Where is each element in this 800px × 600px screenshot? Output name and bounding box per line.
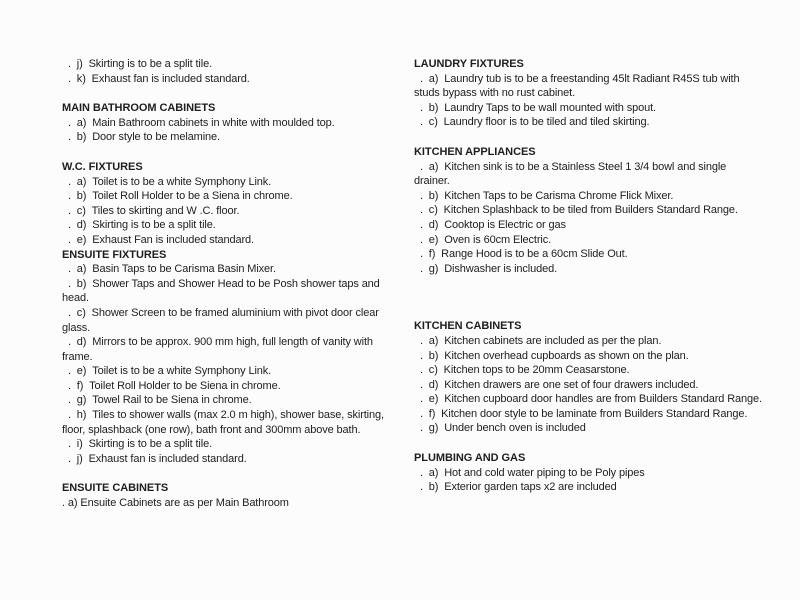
item-text: Laundry floor is to be tiled and tiled skirting. bbox=[443, 116, 650, 129]
spec-item bbox=[414, 466, 764, 481]
spec-section bbox=[62, 57, 396, 86]
item-marker: . b) bbox=[420, 481, 445, 494]
item-marker: . c) bbox=[420, 204, 444, 217]
section-heading: PLUMBING AND GAS bbox=[414, 452, 526, 465]
spec-item bbox=[414, 247, 764, 262]
item-marker: . f) bbox=[68, 379, 90, 392]
item-marker: . c) bbox=[68, 204, 92, 217]
item-text: Range Hood is to be a 60cm Slide Out. bbox=[441, 248, 628, 261]
spec-section bbox=[414, 57, 764, 130]
item-text: Kitchen cabinets are included as per the plan. bbox=[444, 334, 662, 347]
spec-item bbox=[414, 349, 764, 364]
spec-item bbox=[414, 392, 764, 407]
item-marker: . a) bbox=[420, 72, 445, 85]
item-text: Main Bathroom cabinets in white with moulded top. bbox=[92, 116, 335, 129]
spec-section bbox=[62, 248, 396, 467]
left-column bbox=[62, 57, 396, 511]
item-marker: . a) bbox=[62, 497, 81, 510]
item-text: Toilet Roll Holder to be a Siena in chrome. bbox=[92, 190, 293, 203]
spec-section bbox=[414, 319, 764, 436]
item-marker: . c) bbox=[420, 364, 444, 377]
spec-item bbox=[414, 189, 764, 204]
spec-item bbox=[414, 218, 764, 233]
spec-section bbox=[414, 145, 764, 276]
spec-item bbox=[62, 408, 396, 437]
item-marker: . b) bbox=[68, 131, 93, 144]
item-marker: . d) bbox=[68, 219, 93, 232]
item-text: Toilet is to be a white Symphony Link. bbox=[92, 175, 272, 188]
spec-item bbox=[414, 480, 764, 495]
spec-item bbox=[414, 233, 764, 248]
spec-item bbox=[62, 393, 396, 408]
item-text: Kitchen Taps to be Carisma Chrome Flick Mixer. bbox=[444, 189, 674, 202]
spec-item bbox=[62, 335, 396, 364]
item-text: Towel Rail to be Siena in chrome. bbox=[92, 394, 252, 407]
item-marker: . e) bbox=[420, 393, 445, 406]
spec-item bbox=[62, 189, 396, 204]
item-marker: . j) bbox=[68, 58, 89, 70]
spec-item bbox=[62, 57, 396, 72]
item-text: Shower Screen to be framed aluminium with pivot door clear glass. bbox=[62, 306, 379, 334]
item-text: Kitchen overhead cupboards as shown on the plan. bbox=[444, 349, 689, 362]
item-text: Kitchen cupboard door handles are from Builders Standard Range. bbox=[444, 393, 762, 406]
spec-item bbox=[62, 116, 396, 131]
item-text: Exhaust Fan is included standard. bbox=[92, 233, 254, 246]
item-text: Mirrors to be approx. 900 mm high, full length of vanity with frame. bbox=[62, 336, 373, 363]
item-marker: . a) bbox=[68, 116, 93, 129]
item-text: Kitchen Splashback to be tiled from Builders Standard Range. bbox=[443, 204, 738, 217]
spec-item bbox=[62, 277, 396, 306]
item-text: Cooktop is Electric or gas bbox=[444, 218, 566, 231]
spec-section bbox=[62, 481, 396, 510]
item-marker: . b) bbox=[68, 190, 93, 203]
spec-item bbox=[62, 452, 396, 467]
spec-item bbox=[62, 306, 396, 335]
spec-item bbox=[62, 204, 396, 219]
item-text: Laundry tub is to be a freestanding 45lt Radiant R45S tub with studs bypass with no rust cabinet. bbox=[414, 72, 740, 100]
item-text: Tiles to skirting and W .C. floor. bbox=[91, 204, 240, 217]
spec-item bbox=[62, 130, 396, 145]
item-marker: . a) bbox=[68, 263, 93, 276]
item-text: Tiles to shower walls (max 2.0 m high), shower base, skirting, floor, splashback (one row), bath front and 300mm above bath. bbox=[62, 409, 384, 436]
item-marker: . e) bbox=[420, 233, 445, 246]
item-marker: . j) bbox=[68, 452, 89, 465]
item-text: Kitchen door style to be laminate from Builders Standard Range. bbox=[441, 407, 748, 420]
spec-item bbox=[414, 115, 764, 130]
section-heading: KITCHEN CABINETS bbox=[414, 320, 522, 333]
item-marker: . a) bbox=[68, 175, 93, 188]
spec-item bbox=[414, 72, 764, 101]
item-text: Exhaust fan is included standard. bbox=[91, 72, 250, 85]
item-marker: . d) bbox=[68, 336, 93, 349]
item-marker: . e) bbox=[68, 365, 93, 378]
section-heading: ENSUITE CABINETS bbox=[62, 482, 169, 495]
spec-item bbox=[414, 101, 764, 116]
item-marker: . b) bbox=[68, 277, 93, 290]
item-marker: . g) bbox=[68, 394, 93, 407]
item-marker: . a) bbox=[420, 466, 445, 479]
item-text: Shower Taps and Shower Head to be Posh shower taps and head. bbox=[62, 277, 380, 305]
spec-section bbox=[62, 101, 396, 145]
spec-item bbox=[62, 233, 396, 248]
item-marker: . b) bbox=[420, 349, 445, 362]
spec-item bbox=[414, 203, 764, 218]
spec-item bbox=[62, 262, 396, 277]
item-text: Exterior garden taps x2 are included bbox=[444, 481, 617, 494]
item-marker: . a) bbox=[420, 334, 445, 347]
item-marker: . f) bbox=[420, 407, 442, 420]
item-marker: . d) bbox=[420, 378, 445, 391]
item-marker: . c) bbox=[68, 306, 92, 319]
item-text: Laundry Taps to be wall mounted with spout. bbox=[444, 101, 656, 114]
item-marker: . f) bbox=[420, 248, 442, 261]
item-text: Skirting is to be a split tile. bbox=[88, 58, 213, 70]
spec-item bbox=[62, 364, 396, 379]
item-text: Ensuite Cabinets are as per Main Bathroom bbox=[80, 497, 289, 510]
spec-item bbox=[414, 421, 764, 436]
item-text: Kitchen drawers are one set of four drawers included. bbox=[444, 378, 699, 391]
item-marker: . c) bbox=[420, 116, 444, 129]
item-text: Skirting is to be a split tile. bbox=[88, 438, 213, 451]
item-text: Kitchen tops to be 20mm Ceasarstone. bbox=[443, 364, 630, 377]
spec-item bbox=[62, 437, 396, 452]
spec-item bbox=[414, 160, 764, 189]
right-column bbox=[414, 57, 764, 495]
section-heading: MAIN BATHROOM CABINETS bbox=[62, 102, 216, 115]
item-marker: . h) bbox=[68, 409, 93, 422]
item-marker: . e) bbox=[68, 233, 93, 246]
item-text: Under bench oven is included bbox=[444, 422, 586, 435]
item-marker: . a) bbox=[420, 160, 445, 173]
spec-item bbox=[62, 72, 396, 87]
item-marker: . g) bbox=[420, 262, 445, 275]
item-marker: . k) bbox=[68, 72, 92, 85]
item-text: Skirting is to be a split tile. bbox=[92, 219, 216, 232]
item-text: Kitchen sink is to be a Stainless Steel 1 3/4 bowl and single drainer. bbox=[414, 160, 727, 188]
section-heading: W.C. FIXTURES bbox=[62, 160, 143, 173]
item-text: Door style to be melamine. bbox=[92, 131, 220, 144]
spec-item bbox=[414, 334, 764, 349]
item-marker: . d) bbox=[420, 218, 445, 231]
spec-item bbox=[414, 262, 764, 277]
section-heading: KITCHEN APPLIANCES bbox=[414, 145, 536, 158]
item-marker: . i) bbox=[68, 438, 89, 451]
spec-item bbox=[414, 363, 764, 378]
spec-section bbox=[62, 160, 396, 248]
item-text: Hot and cold water piping to be Poly pipes bbox=[444, 466, 645, 479]
spec-item bbox=[62, 379, 396, 394]
spec-section bbox=[414, 451, 764, 495]
item-text: Toilet is to be a white Symphony Link. bbox=[92, 365, 272, 378]
spec-item bbox=[62, 175, 396, 190]
spec-item bbox=[62, 218, 396, 233]
item-text: Exhaust fan is included standard. bbox=[88, 452, 247, 465]
item-text: Oven is 60cm Electric. bbox=[444, 233, 552, 246]
spec-item bbox=[62, 496, 396, 511]
item-marker: . b) bbox=[420, 189, 445, 202]
section-heading: LAUNDRY FIXTURES bbox=[414, 58, 524, 70]
item-text: Toilet Roll Holder to be Siena in chrome. bbox=[89, 379, 281, 392]
item-marker: . g) bbox=[420, 422, 445, 435]
spec-item bbox=[414, 378, 764, 393]
item-text: Basin Taps to be Carisma Basin Mixer. bbox=[92, 263, 276, 276]
section-heading: ENSUITE FIXTURES bbox=[62, 248, 167, 261]
item-text: Dishwasher is included. bbox=[444, 262, 558, 275]
spec-item bbox=[414, 407, 764, 422]
item-marker: . b) bbox=[420, 101, 445, 114]
